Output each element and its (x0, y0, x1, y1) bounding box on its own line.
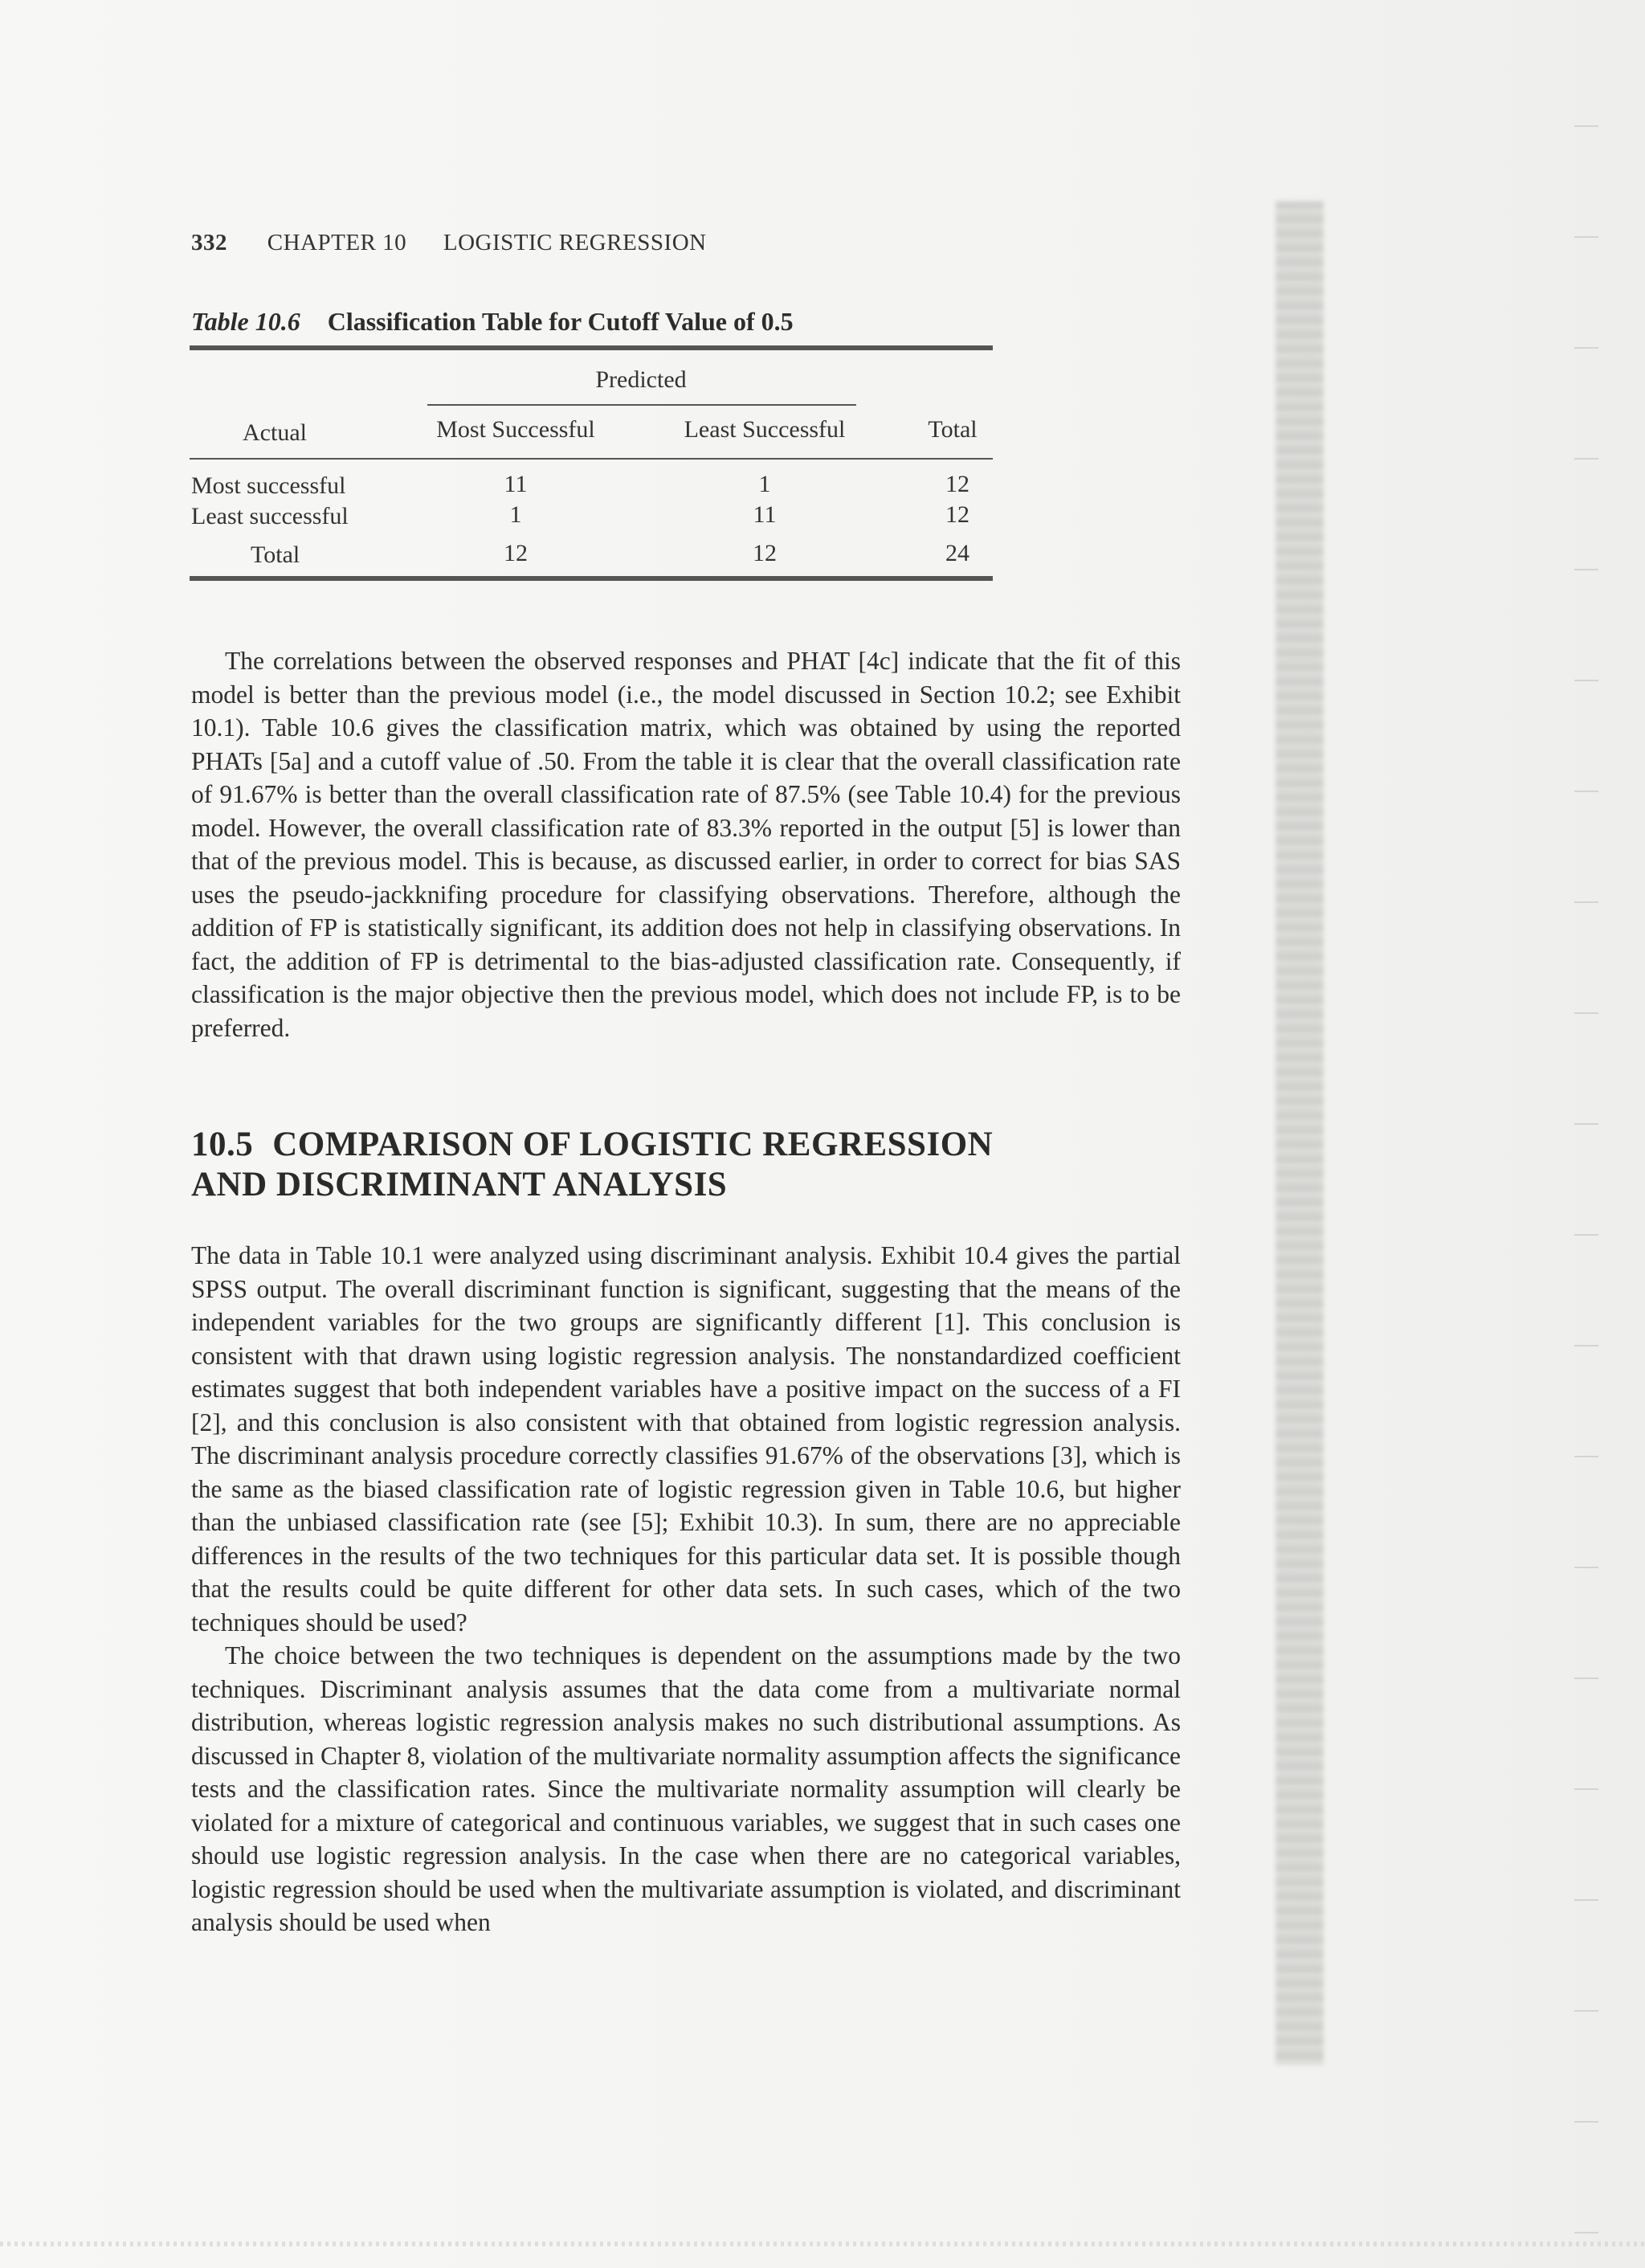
table-header-least-successful: Least Successful (684, 416, 846, 443)
table-header-actual: Actual (243, 419, 307, 446)
table-caption (191, 307, 794, 337)
section-number: 10.5 (191, 1126, 254, 1163)
table-cell: 1 (758, 471, 771, 497)
header-bottom-rule (190, 458, 993, 460)
paragraph-text: The correlations between the observed responses and PHAT [4c] indicate that the fit of this model is better than the previous model (i.e., the model discussed in Section 10.2; see Exhibit 10.1). Table 10.6 gives the classification matrix, which was obtained by using the reported PHATs [5a] and a cutoff value of .50. From the table it is clear that the overall classification rate of 91.67% is better than the overall classification rate of 87.5% (see Table 10.4) for the previous model. However, the overall classification rate of 83.3% reported in the output [5] is lower than that of the previous model. This is because, as discussed earlier, in order to correct for bias SAS uses the pseudo-jackknifing procedure for classifying observations. Therefore, although the addition of FP is statistically significant, its addition does not help in classifying observations. In fact, the addition of FP is detrimental to the bias-adjusted classification rate. Consequently, if classification is the major objective then the previous model, which does not include FP, is to be preferred. (191, 647, 1181, 1042)
section-title-line-1: COMPARISON OF LOGISTIC REGRESSION (272, 1126, 994, 1163)
chapter-label: CHAPTER 10 (267, 230, 407, 255)
chapter-title: LOGISTIC REGRESSION (443, 230, 707, 255)
table-cell: 12 (945, 501, 969, 528)
table-cell: 24 (945, 540, 969, 566)
table-row-label: Least successful (191, 503, 349, 529)
table-cell: 11 (753, 501, 777, 528)
paragraph-2: The data in Table 10.1 were analyzed using discriminant analysis. Exhibit 10.4 gives the partial SPSS output. The overall discriminant function is significant, suggesting that the means of the independent variables for the two groups are significantly different [1]. This conclusion is consistent with that drawn using logistic regression analysis. The nonstandardized coefficient estimates suggest that both independent variables have a positive impact on the success of a FI [2], and this conclusion is also consistent with that obtained from logistic regression analysis. The discriminant analysis procedure correctly classifies 91.67% of the observations [3], which is the same as the biased classification rate of logistic regression given in Table 10.6, but higher than the unbiased classification rate (see [5]; Exhibit 10.3). In sum, there are no appreciable differences in the results of the two techniques for this particular data set. It is possible though that the results could be quite different for other data sets. In such cases, which of the two techniques should be used? (191, 1241, 1181, 1637)
table-title: Classification Table for Cutoff Value of 0.5 (327, 307, 794, 336)
table-group-header: Predicted (595, 366, 687, 393)
table-top-rule (190, 345, 993, 350)
scan-bottom-edge (0, 2241, 1645, 2246)
table-cell: 1 (509, 501, 522, 528)
paragraph-1 (191, 644, 1181, 1044)
section-body (191, 1239, 1181, 1939)
page-edge-marks (1574, 16, 1598, 2250)
paragraph-3: The choice between the two techniques is dependent on the assumptions made by the two techniques. Discriminant analysis assumes that the data come from a multivariate normal distribution, whereas logistic regression analysis makes no such distributional assumptions. As discussed in Chapter 8, violation of the multivariate normality assumption affects the significance tests and the classification rates. Since the multivariate normality assumption will clearly be violated for a mixture of categorical and continuous variables, we suggest that in such cases one should use logistic regression analysis. In the case when there are no categorical variables, logistic regression should be used when the multivariate assumption is violated, and discriminant analysis should be used when (191, 1641, 1181, 1936)
page-binding-shadow (1276, 201, 1324, 2065)
table-row-label-total: Total (251, 541, 300, 568)
section-heading (191, 1125, 1235, 1205)
table-row-label: Most successful (191, 472, 346, 499)
table-number: Table 10.6 (191, 307, 300, 336)
predicted-underline (427, 404, 856, 406)
table-bottom-rule (190, 576, 993, 581)
table-cell: 12 (945, 471, 969, 497)
table-cell: 12 (753, 540, 777, 566)
table-header-total: Total (928, 416, 978, 443)
table-cell: 12 (504, 540, 528, 566)
running-head (191, 230, 707, 256)
section-title-line-2: AND DISCRIMINANT ANALYSIS (191, 1166, 728, 1203)
table-header-most-successful: Most Successful (436, 416, 595, 443)
table-cell: 11 (504, 471, 528, 497)
page-number: 332 (191, 230, 227, 255)
